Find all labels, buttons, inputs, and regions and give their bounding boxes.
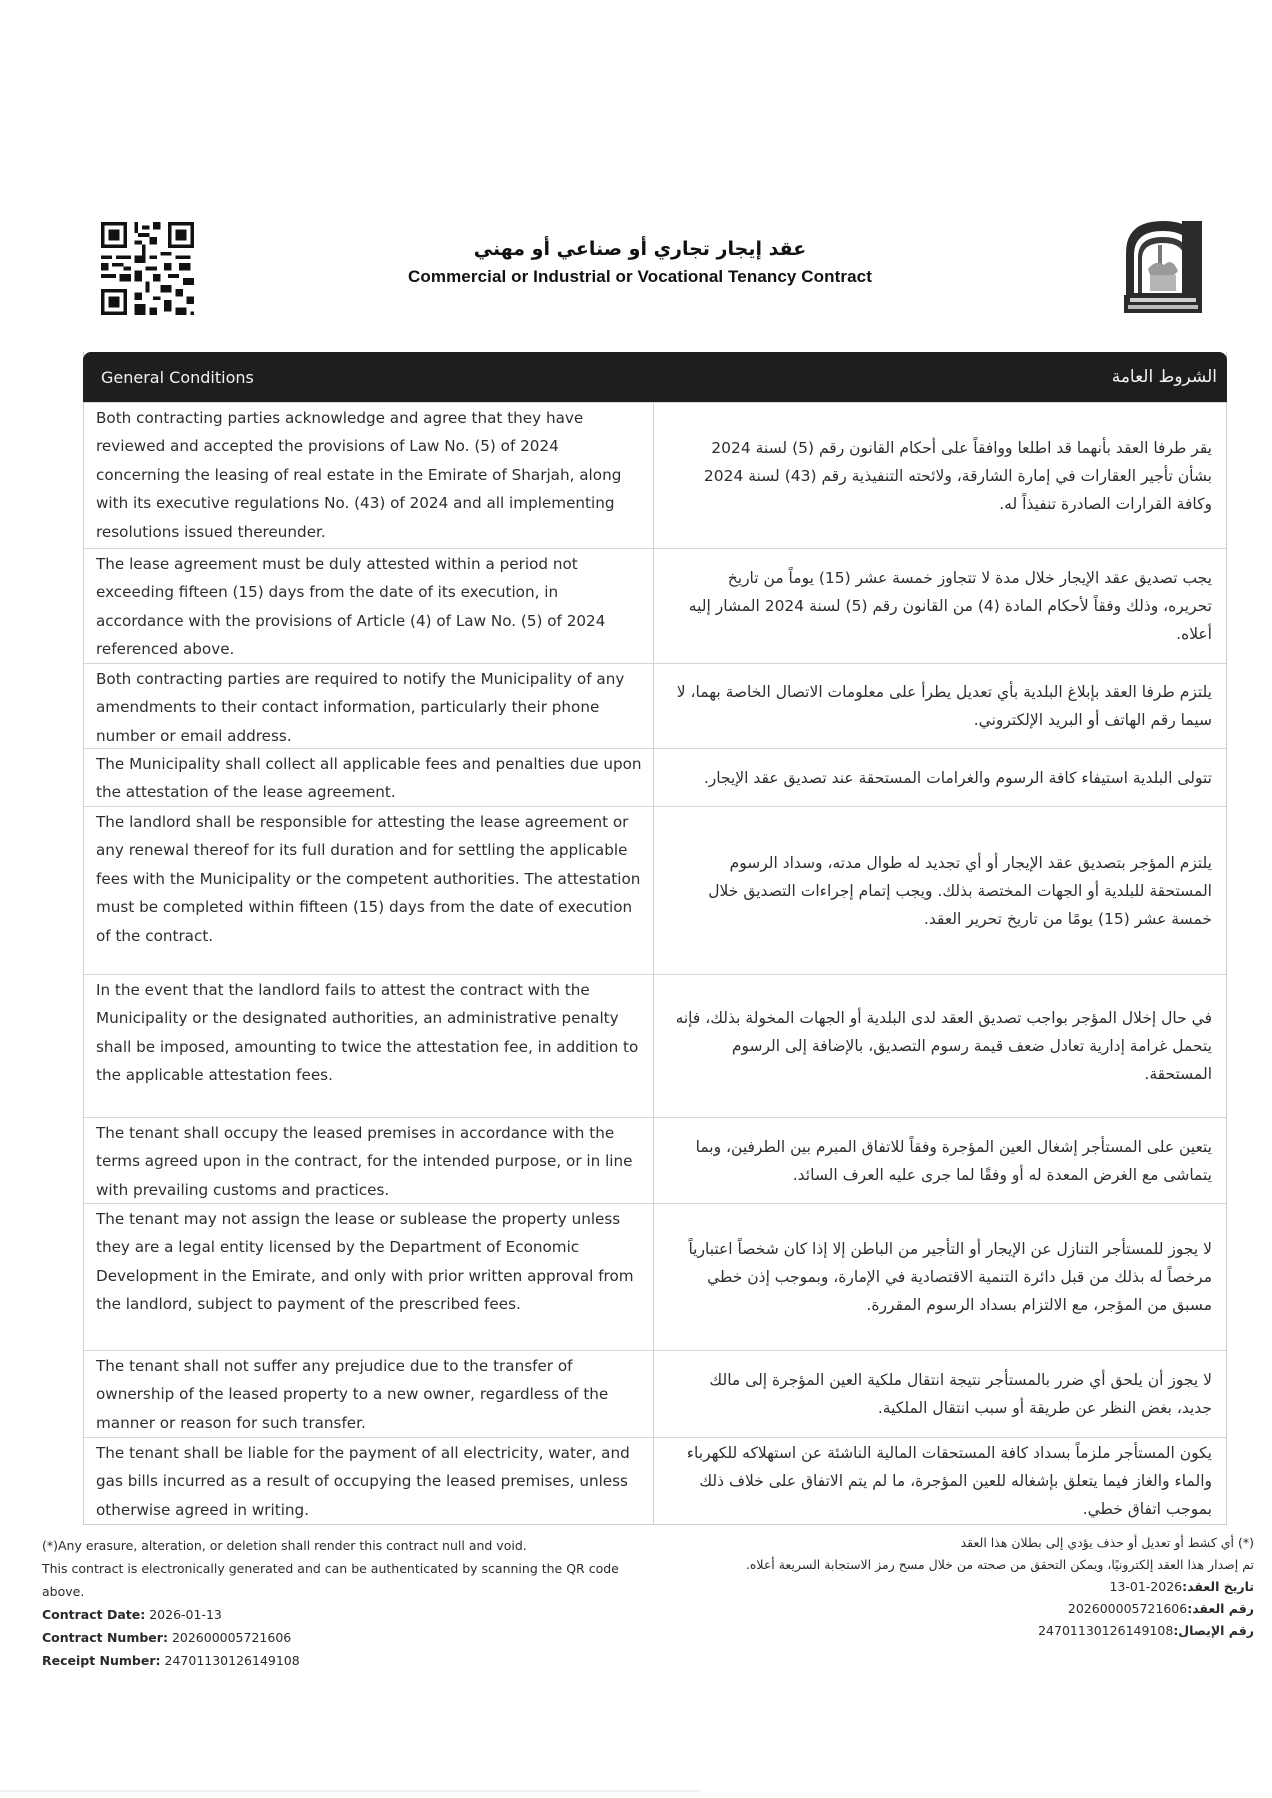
scan-edge-divider [0,1790,700,1792]
condition-english: The tenant shall occupy the leased premises in accordance with the terms agreed upon in the contract, for the intended purpose, or in line with prevailing customs and practices. [84,1118,654,1203]
qr-code-icon [100,222,195,315]
contract-number: Contract Number: 202600005721606 [42,1630,292,1645]
title-english: Commercial or Industrial or Vocational Tenancy Contract [408,267,872,286]
contract-date: Contract Date: 2026-01-13 [42,1607,222,1622]
condition-arabic: يقر طرفا العقد بأنهما قد اطلعا ووافقاً على أحكام القانون رقم (5) لسنة 2024 بشأن تأجير العقارات في إمارة الشارقة، ولائحته التنفيذية رقم (43) لسنة 2024 وكافة القرارات الصادرة تنفيذاً له. [703,438,1212,513]
electronic-notice-ar: تم إصدار هذا العقد إلكترونيًا، ويمكن التحقق من صحته من خلال مسح رمز الاستجابة السريعة أعلاه. [745,1557,1254,1572]
receipt-number: Receipt Number: 24701130126149108 [42,1653,300,1668]
condition-english: The tenant shall be liable for the payment of all electricity, water, and gas bills incurred as a result of occupying the leased premises, unless otherwise agreed in writing. [84,1438,654,1524]
sharjah-municipality-logo-icon [1120,215,1206,315]
footer-english [42,1534,642,1672]
table-header [83,352,1227,402]
heading-arabic: الشروط العامة [1111,367,1217,387]
condition-english: The lease agreement must be duly attested within a period not exceeding fifteen (15) days from the date of its execution, in accordance with the provisions of Article (4) of Law No. (5) of 2024 referenced above. [84,549,654,663]
condition-arabic: يكون المستأجر ملزماً بسداد كافة المستحقات المالية الناشئة عن استهلاكه للكهرباء والماء والغاز فيما يتعلق بإشغاله للعين المؤجرة، ما لم يتم الاتفاق على خلاف ذلك بموجب اتفاق خطي. [686,1444,1212,1518]
receipt-number-ar: رقم الإيصال:24701130126149108 [1038,1623,1254,1638]
condition-english: The Municipality shall collect all applicable fees and penalties due upon the attestation of the lease agreement. [84,749,654,806]
condition-arabic: يجب تصديق عقد الإيجار خلال مدة لا تتجاوز خمسة عشر (15) يوماً من تاريخ تحريره، وذلك وفقاً لأحكام المادة (4) من القانون رقم (5) لسنة 2024 المشار إليه أعلاه. [688,569,1212,643]
condition-row [84,1437,1226,1524]
condition-english: Both contracting parties acknowledge and agree that they have reviewed and accepted the provisions of Law No. (5) of 2024 concerning the leasing of real estate in the Emirate of Sharjah, along with its executive regulations No. (43) of 2024 and all implementing resolutions issued thereunder. [84,403,654,548]
footer-arabic [734,1532,1254,1642]
condition-row [84,1350,1226,1437]
condition-row [84,806,1226,974]
condition-english: The tenant shall not suffer any prejudice due to the transfer of ownership of the leased property to a new owner, regardless of the manner or reason for such transfer. [84,1351,654,1437]
condition-arabic: يتعين على المستأجر إشغال العين المؤجرة وفقاً للاتفاق المبرم بين الطرفين، وبما يتماشى مع الغرض المعدة له أو وفقًا لما جرى عليه العرف السائد. [695,1137,1212,1184]
condition-arabic: لا يجوز أن يلحق أي ضرر بالمستأجر نتيجة انتقال ملكية العين المؤجرة إلى مالك جديد، بغض النظر عن طريقة أو سبب انتقال الملكية. [709,1371,1212,1417]
condition-english: Both contracting parties are required to notify the Municipality of any amendments to their contact information, particularly their phone number or email address. [84,664,654,748]
condition-english: The landlord shall be responsible for attesting the lease agreement or any renewal thereof for its full duration and for settling the applicable fees with the Municipality or the competent authorities. The attestation must be completed within fifteen (15) days from the date of execution of the contract. [84,807,654,974]
condition-english: The tenant may not assign the lease or sublease the property unless they are a legal entity licensed by the Department of Economic Development in the Emirate, and only with prior written approval from the landlord, subject to payment of the prescribed fees. [84,1204,654,1350]
void-notice: (*)Any erasure, alteration, or deletion shall render this contract null and void. [42,1538,527,1553]
condition-english: In the event that the landlord fails to attest the contract with the Municipality or the designated authorities, an administrative penalty shall be imposed, amounting to twice the attestation fee, in addition to the applicable attestation fees. [84,975,654,1117]
condition-row [84,548,1226,663]
title-arabic: عقد إيجار تجاري أو صناعي أو مهني [473,238,807,260]
condition-row [84,402,1226,548]
heading-english: General Conditions [101,367,254,387]
condition-row [84,1117,1226,1203]
general-conditions-table [83,352,1227,1525]
contract-date-ar: تاريخ العقد:2026-01-13 [1109,1579,1254,1594]
contract-number-ar: رقم العقد:202600005721606 [1067,1601,1254,1616]
void-notice-ar: (*) أي كشط أو تعديل أو حذف يؤدي إلى بطلان هذا العقد [960,1535,1254,1550]
condition-row [84,663,1226,748]
condition-row [84,974,1226,1117]
document-title [340,236,940,288]
electronic-notice: This contract is electronically generated and can be authenticated by scanning the QR code above. [42,1561,619,1599]
condition-arabic: لا يجوز للمستأجر التنازل عن الإيجار أو التأجير من الباطن إلا إذا كان شخصاً اعتبارياً مرخصاً له بذلك من قبل دائرة التنمية الاقتصادية في الإمارة، وبموجب إذن خطي مسبق من المؤجر، مع الالتزام بسداد الرسوم المقررة. [688,1240,1212,1314]
condition-row [84,1203,1226,1350]
condition-row [84,748,1226,806]
condition-arabic: في حال إخلال المؤجر بواجب تصديق العقد لدى البلدية أو الجهات المخولة بذلك، فإنه يتحمل غرامة إدارية تعادل ضعف قيمة رسوم التصديق، بالإضافة إلى الرسوم المستحقة. [675,1009,1212,1083]
condition-arabic: يلتزم المؤجر بتصديق عقد الإيجار أو أي تجديد له طوال مدته، وسداد الرسوم المستحقة للبلدية أو الجهات المختصة بذلك. ويجب إتمام إجراءات التصديق خلال خمسة عشر (15) يومًا من تاريخ تحرير العقد. [708,853,1212,928]
condition-arabic: تتولى البلدية استيفاء كافة الرسوم والغرامات المستحقة عند تصديق عقد الإيجار. [703,768,1212,787]
condition-arabic: يلتزم طرفا العقد بإبلاغ البلدية بأي تعديل يطرأ على معلومات الاتصال الخاصة بهما، لا سيما رقم الهاتف أو البريد الإلكتروني. [676,683,1212,729]
